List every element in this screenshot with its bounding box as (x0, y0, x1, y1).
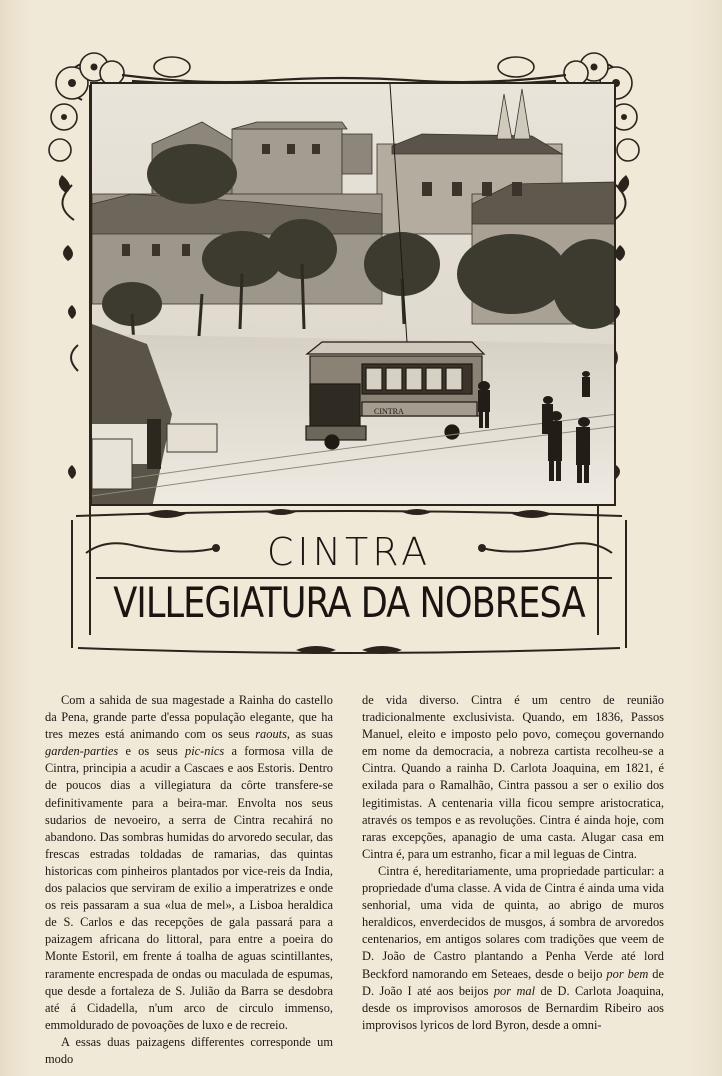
tram-sign: CINTRA (374, 407, 404, 416)
text-run: Cintra é, hereditariamente, uma propriedade particular: a propriedade d'uma classe. A vida de Cintra é ainda uma vida senhorial, uma vida de quinta, ao abrigo de muros heraldicos, enverdecidos de musgos, á sombra de arvoredos centenarios, em antigos solares com tradições que veem de D. João de Castro plantando a Penha Verde até lord Beckford namorando em Seteaes, desde o beijo (362, 863, 664, 981)
paragraph (362, 863, 664, 1034)
italic-text: por mal (493, 983, 536, 998)
title-cintra: CINTRA (266, 530, 432, 574)
text-column-right (362, 692, 664, 1034)
italic-text: pic-nics (185, 744, 225, 759)
tram-square-photograph (90, 82, 616, 506)
italic-text: raouts (255, 727, 287, 742)
title-banner (66, 508, 632, 658)
text-run: de vida diverso. Cintra é um centro de reunião tradicionalmente exclusivista. Quando, em 1836, Passos Manuel, eleito e imposto pelo povo, começou governando em nome da democracia, a nobreza cartista recolheu-se a Cintra. Quando a rainha D. Carlota Joaquina, em 1821, é exilada para o Ramalhão, Cintra passou a ser o exilio dos legitimistas. A centenaria villa ficou sempre aristocratica, através os tempos e as revoluções. Cintra é ainda hoje, com raras excepções, apanagio de uma casta. Alugar casa em Cintra é, para um estranho, ficar a mil leguas de Cintra. (362, 693, 664, 861)
text-run: de D. Carlota Joaquina, desde os improvisos amorosos de Bernardim Ribeiro aos improvisos lyricos de lord Byron, desde a omni- (362, 983, 664, 1032)
title-villegiatura: VILLEGIATURA DA NOBRESA (113, 578, 585, 627)
text-run: de D. João I até aos beijos (362, 966, 664, 998)
text-column-left (45, 692, 333, 1068)
italic-text: garden-parties (45, 744, 119, 759)
paragraph (362, 692, 664, 863)
text-run: e os seus (118, 744, 185, 759)
italic-text: por bem (606, 966, 649, 981)
paragraph (45, 1034, 333, 1068)
text-run: Com a sahida de sua magestade a Rainha do castello da Pena, grande parte d'essa população elegante, que ha tres mezes está animando com os seus (45, 693, 333, 742)
text-run: , as suas (286, 727, 333, 742)
text-run: A essas duas paizagens differentes corresponde um modo (45, 1034, 333, 1066)
paragraph (45, 692, 333, 1034)
text-run: a formosa villa de Cintra, principia a acudir a Cascaes e aos Estoris. Dentro de poucos dias a villegiatura da côrte transfere-se definitivamente para a beira-mar. Envolta nos seus sudarios de nevoeiro, a serra de Cintra recahirá no abandono. Das sombras humidas do arvoredo secular, das frescas estradas toldadas de ramarias, das quintas historicas com pinheiros plantados por vice-reis da India, dos palacios que serviram de exilio a imperatrizes e onde os reis passaram a sua «lua de mel», a Lisboa heraldica de S. Carlos e das recepções de gala passará para a paizagem africana do littoral, para entre a poeira do Monte Estoril, em frente á toalha de aguas scintillantes, raramente encrespada de ondas ou maculada de espumas, que desde a fortaleza de S. Julião da Barra se desdobra até á Cidadella, n'um arco de circulo immenso, emmoldurado de povoações de luxo e de recreio. (45, 744, 333, 1032)
